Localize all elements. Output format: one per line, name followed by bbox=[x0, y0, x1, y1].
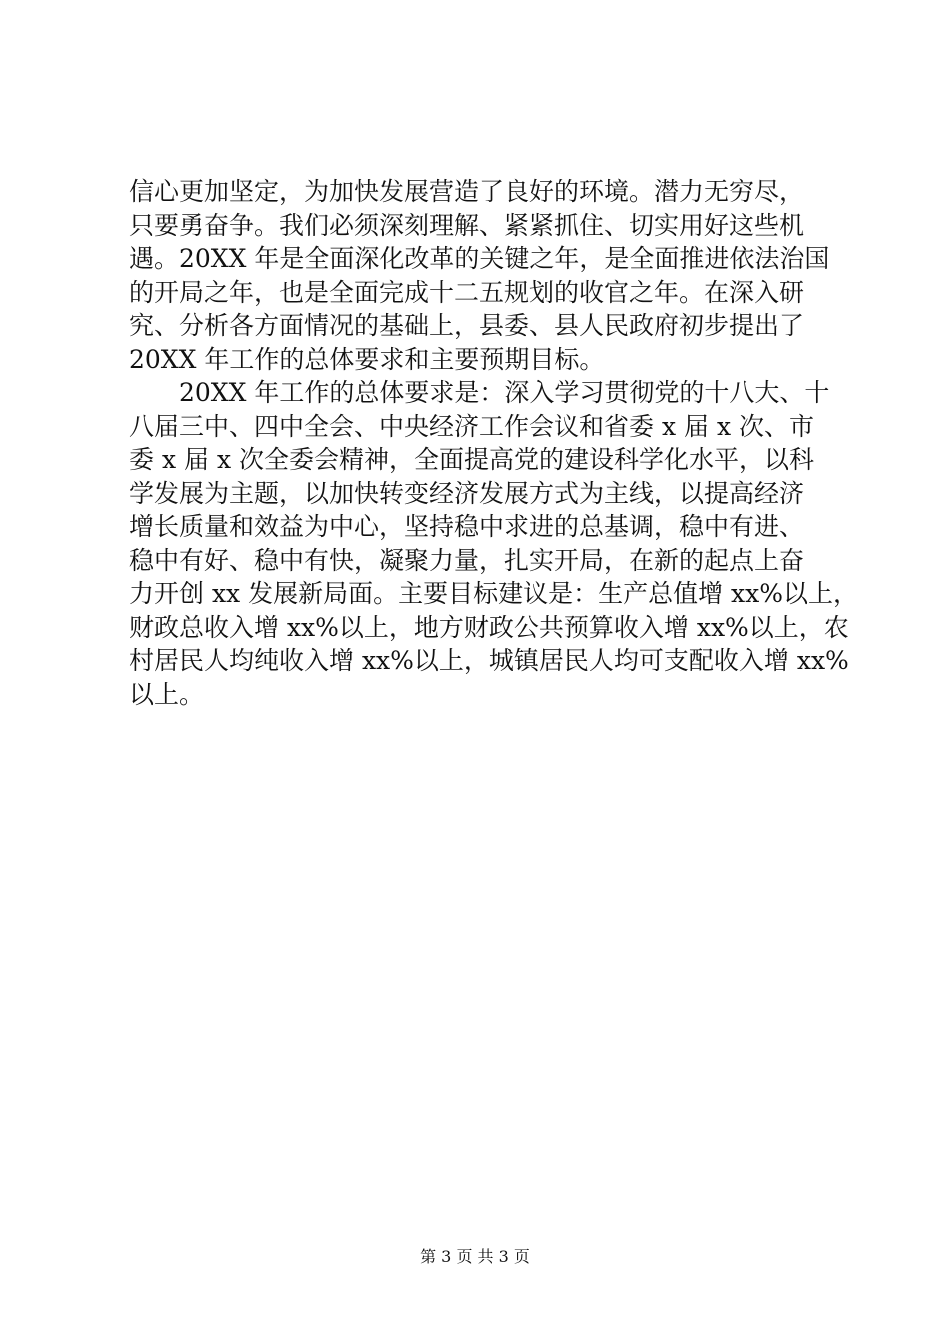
text-line: 学发展为主题，以加快转变经济发展方式为主线，以提高经济 bbox=[129, 478, 805, 508]
text-line: 稳中有好、稳中有快，凝聚力量，扎实开局，在新的起点上奋 bbox=[129, 545, 805, 575]
document-body bbox=[129, 175, 858, 711]
text-line: 信心更加坚定，为加快发展营造了良好的环境。潜力无穷尽， bbox=[129, 177, 805, 206]
text-line: 委 x 届 x 次全委会精神，全面提高党的建设科学化水平，以科 bbox=[129, 445, 814, 474]
text-line: 增长质量和效益为中心，坚持稳中求进的总基调，稳中有进、 bbox=[129, 512, 805, 541]
page-footer bbox=[0, 1244, 950, 1267]
text-line: 八届三中、四中全会、中央经济工作会议和省委 x 届 x 次、市 bbox=[129, 411, 814, 441]
text-line: 以上。 bbox=[129, 679, 205, 709]
text-line: 财政总收入增 xx%以上，地方财政公共预算收入增 xx%以上，农 bbox=[129, 612, 849, 642]
text-line: 遇。20XX 年是全面深化改革的关键之年，是全面推进依法治国 bbox=[129, 244, 830, 273]
text-line: 究、分析各方面情况的基础上，县委、县人民政府初步提出了 bbox=[129, 311, 805, 340]
text-line: 20XX 年工作的总体要求是：深入学习贯彻党的十八大、十 bbox=[129, 378, 830, 407]
text-line: 力开创 xx 发展新局面。主要目标建议是：生产总值增 xx%以上， bbox=[129, 579, 858, 608]
text-line: 村居民人均纯收入增 xx%以上，城镇居民人均可支配收入增 xx% bbox=[129, 646, 849, 675]
text-line: 20XX 年工作的总体要求和主要预期目标。 bbox=[129, 344, 605, 374]
text-line: 的开局之年，也是全面完成十二五规划的收官之年。在深入研 bbox=[129, 277, 805, 307]
page-number: 第 3 页 共 3 页 bbox=[420, 1247, 530, 1266]
text-line: 只要勇奋争。我们必须深刻理解、紧紧抓住、切实用好这些机 bbox=[129, 210, 805, 240]
